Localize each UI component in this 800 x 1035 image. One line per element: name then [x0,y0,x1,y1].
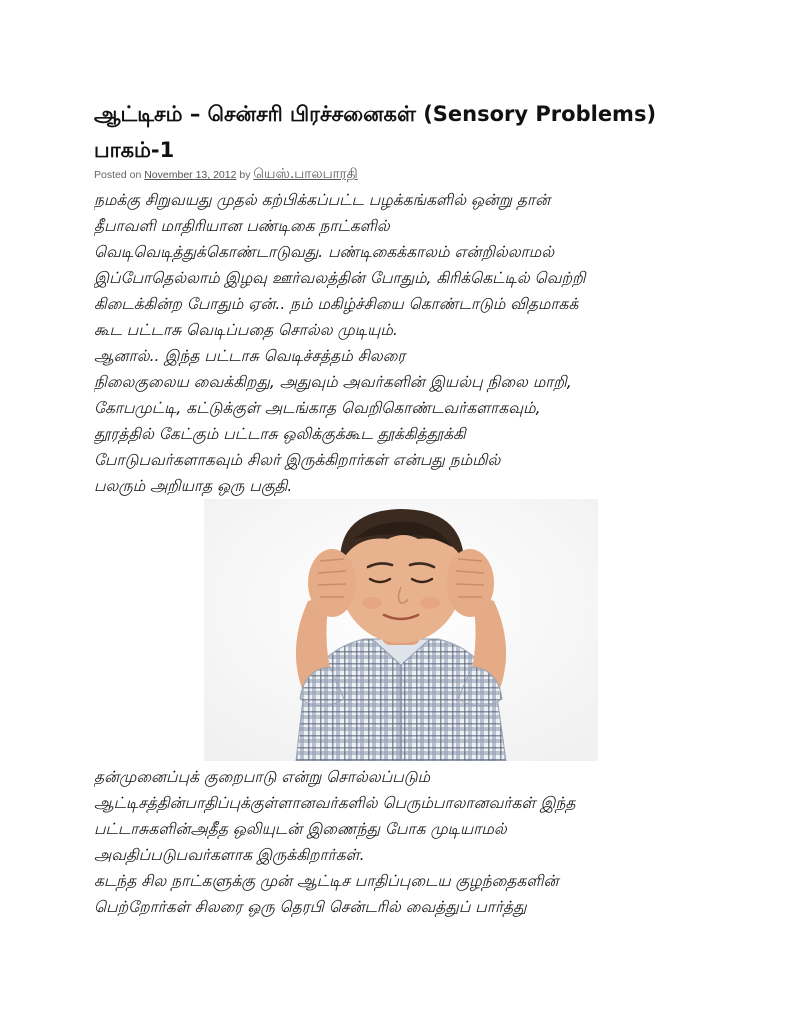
post-meta [94,166,358,184]
paragraph-line: பலரும் அறியாத ஒரு பகுதி. [94,477,293,495]
post-title-line-2: பாகம்-1 [94,138,175,162]
paragraph-line: நமக்கு சிறுவயது முதல் கற்பிக்கப்பட்ட பழக்கங்களில் ஒன்று தான் [94,191,551,209]
paragraph-line: கோபமுட்டி, கட்டுக்குள் அடங்காத வெறிகொண்டவர்களாகவும், [94,399,541,417]
paragraph-line: தீபாவளி மாதிரியான பண்டிகை நாட்களில் [94,217,390,235]
paragraph-line: கடந்த சில நாட்களுக்கு முன் ஆட்டிச பாதிப்புடைய குழந்தைகளின் [94,872,559,890]
paragraph-line: பட்டாசுகளின்அதீத ஒலியுடன் இணைந்து போக முடியாமல் [94,820,507,838]
paragraph-line: ஆனால்.. இந்த பட்டாசு வெடிச்சத்தம் சிலரை [94,347,406,365]
paragraph-line: வெடிவெடித்துக்கொண்டாடுவது. பண்டிகைக்காலம் என்றில்லாமல் [94,243,555,261]
paragraph-line: கிடைக்கின்ற போதும் ஏன்.. நம் மகிழ்ச்சியை கொண்டாடும் விதமாகக் [94,295,579,313]
paragraph-line: இப்போதெல்லாம் இழவு ஊர்வலத்தின் போதும், கிரிக்கெட்டில் வெற்றி [94,269,586,287]
paragraph-2 [94,764,714,920]
paragraph-line: போடுபவர்களாகவும் சிலர் இருக்கிறார்கள் என்பது நம்மில் [94,451,501,469]
post-date-link[interactable]: November 13, 2012 [144,169,237,181]
post-title-line-1: ஆட்டிசம் – சென்சரி பிரச்சனைகள் (Sensory Problems) [94,102,657,126]
paragraph-line: நிலைகுலைய வைக்கிறது, அதுவும் அவர்களின் இயல்பு நிலை மாறி, [94,373,572,391]
post-title [94,96,714,168]
by-label: by [239,169,251,181]
paragraph-line: கூட பட்டாசு வெடிப்பதை சொல்ல முடியும். [94,321,398,339]
photo-illustration [204,499,598,761]
child-covering-ears-photo [204,499,598,761]
paragraph-line: பெற்றோர்கள் சிலரை ஒரு தெரபி சென்டரில் வைத்துப் பார்த்து [94,898,527,916]
paragraph-line: தூரத்தில் கேட்கும் பட்டாசு ஒலிக்குக்கூட தூக்கித்தூக்கி [94,425,466,443]
author-link[interactable]: யெஸ்.பாலபாரதி [253,166,358,182]
paragraph-line: அவதிப்படுபவர்களாக இருக்கிறார்கள். [94,846,365,864]
paragraph-line: ஆட்டிசத்தின்பாதிப்புக்குள்ளானவர்களில் பெரும்பாலானவர்கள் இந்த [94,794,576,812]
posted-on-label: Posted on [94,169,142,181]
paragraph-line: தன்முனைப்புக் குறைபாடு என்று சொல்லப்படும் [94,768,431,786]
paragraph-1 [94,187,714,499]
